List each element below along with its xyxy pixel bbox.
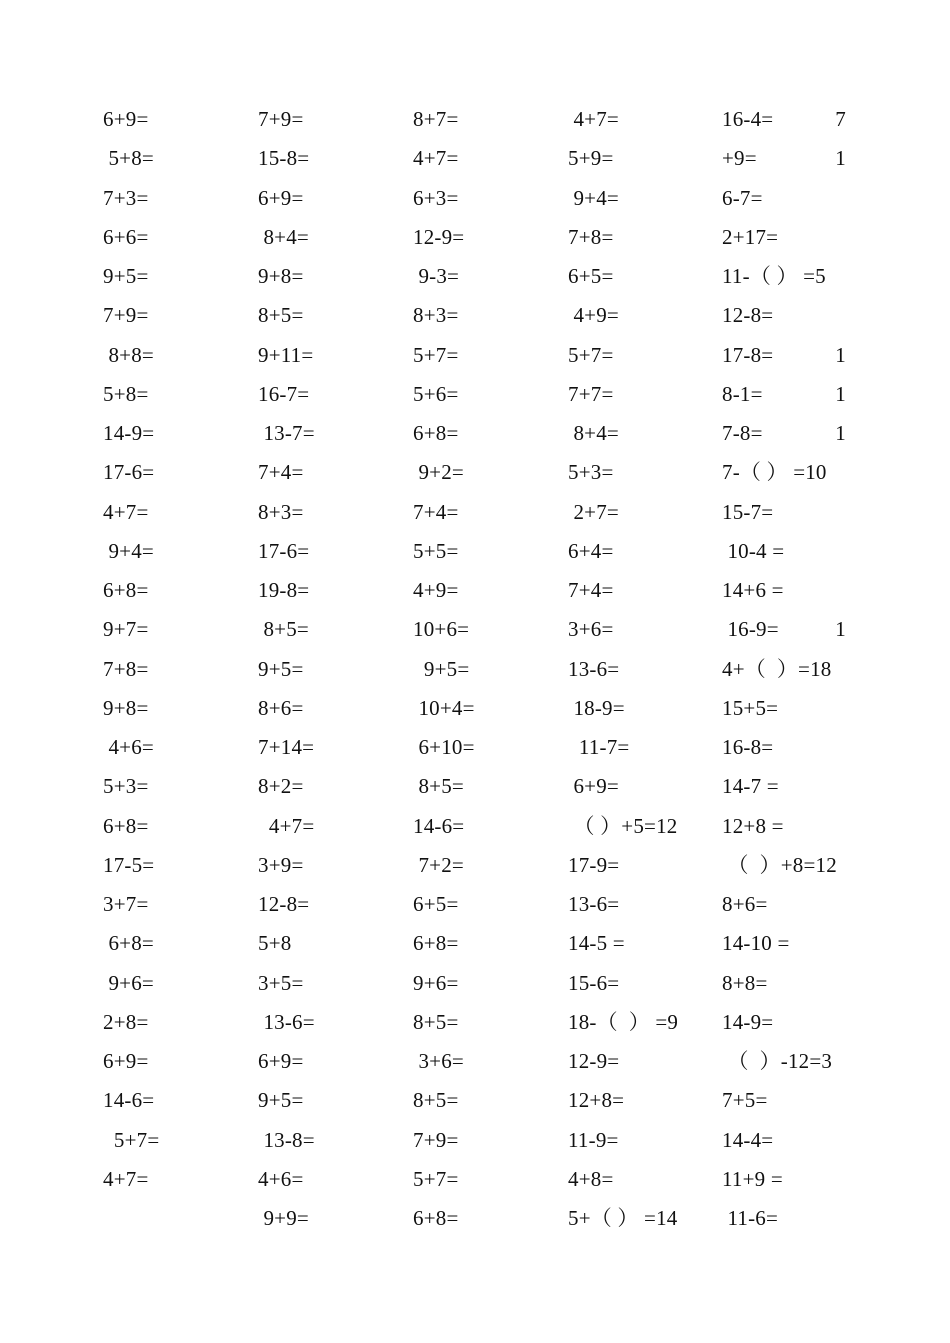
math-problem: 16-9= (722, 617, 779, 641)
math-problem: 7-（ ） =10 (722, 460, 827, 484)
problem-row (0, 222, 950, 252)
math-problem: 8+5= (258, 617, 309, 641)
math-problem: 16-7= (258, 382, 310, 406)
math-problem: 8+5= (413, 774, 464, 798)
math-problem: 14-6= (103, 1088, 155, 1112)
problem-row (0, 379, 950, 409)
math-problem: 14-6= (413, 814, 465, 838)
math-problem: 6+9= (103, 107, 149, 131)
problem-row (0, 1203, 950, 1233)
math-problem: （ ）+8=12 (722, 853, 837, 877)
math-problem: 13-6= (568, 657, 620, 681)
math-problem: 7+5= (722, 1088, 768, 1112)
problem-row (0, 654, 950, 684)
math-problem: 9+9= (258, 1206, 309, 1230)
math-problem: 5+8 (258, 931, 292, 955)
math-problem: （ ）+5=12 (568, 814, 678, 838)
math-problem: 8+2= (258, 774, 304, 798)
math-problem: 4+7= (258, 814, 315, 838)
margin-digit: 1 (835, 146, 846, 170)
math-problem: 8+6= (722, 892, 768, 916)
math-problem: 9+5= (103, 264, 149, 288)
math-problem: 4+9= (413, 578, 459, 602)
math-problem: 4+6= (103, 735, 154, 759)
math-problem: 8+8= (103, 343, 154, 367)
problem-row (0, 811, 950, 841)
math-problem: 6+4= (568, 539, 614, 563)
math-problem: 15-7= (722, 500, 774, 524)
math-problem: 5+9= (568, 146, 614, 170)
math-problem: 8+5= (413, 1010, 459, 1034)
margin-digit: 1 (835, 382, 846, 406)
math-problem: 9+4= (568, 186, 619, 210)
problem-row (0, 536, 950, 566)
math-problem: 3+6= (568, 617, 614, 641)
math-problem: 4+7= (413, 146, 459, 170)
math-problem: 6+8= (103, 578, 149, 602)
math-problem: 9+5= (258, 1088, 304, 1112)
math-problem: 7+9= (413, 1128, 459, 1152)
math-problem: 6+8= (103, 931, 154, 955)
math-problem: 15-8= (258, 146, 310, 170)
math-problem: 14-5 = (568, 931, 625, 955)
math-problem: 6+8= (103, 814, 149, 838)
math-problem: 9+4= (103, 539, 154, 563)
problem-row (0, 850, 950, 880)
problem-row (0, 693, 950, 723)
math-problem: 8+7= (413, 107, 459, 131)
math-problem: 5+6= (413, 382, 459, 406)
margin-digit: 1 (835, 421, 846, 445)
problem-row (0, 261, 950, 291)
math-problem: 6+9= (258, 186, 304, 210)
math-problem: 17-9= (568, 853, 620, 877)
math-problem: 6+5= (413, 892, 459, 916)
math-problem: 4+8= (568, 1167, 614, 1191)
math-problem: 12-8= (258, 892, 310, 916)
math-problem: 2+8= (103, 1010, 149, 1034)
math-problem: 6+8= (413, 1206, 459, 1230)
math-problem: 8+6= (258, 696, 304, 720)
problem-row (0, 1085, 950, 1115)
math-problem: 6+8= (413, 931, 459, 955)
math-problem: 7+4= (258, 460, 304, 484)
math-problem: 5+8= (103, 382, 149, 406)
math-problem: 9-3= (413, 264, 460, 288)
math-problem: 7+9= (258, 107, 304, 131)
math-problem: 13-6= (258, 1010, 315, 1034)
math-problem: 10-4 = (722, 539, 785, 563)
math-problem: 15-6= (568, 971, 620, 995)
math-problem: 3+9= (258, 853, 304, 877)
math-problem: 7+9= (103, 303, 149, 327)
math-problem: 9+5= (258, 657, 304, 681)
math-problem: 9+11= (258, 343, 314, 367)
math-problem: 5+3= (568, 460, 614, 484)
math-problem: 5+（ ） =14 (568, 1206, 678, 1230)
math-problem: 17-8= (722, 343, 774, 367)
math-problem: 15+5= (722, 696, 779, 720)
math-problem: 14-9= (722, 1010, 774, 1034)
math-problem: 17-6= (258, 539, 310, 563)
problem-row (0, 732, 950, 762)
math-problem: 16-4= (722, 107, 774, 131)
problem-row (0, 771, 950, 801)
math-problem: 10+4= (413, 696, 475, 720)
math-problem: 17-5= (103, 853, 155, 877)
math-problem: 11-9= (568, 1128, 619, 1152)
math-problem: 5+3= (103, 774, 149, 798)
math-problem: 6+9= (103, 1049, 149, 1073)
math-problem: 4+6= (258, 1167, 304, 1191)
math-problem: 8+4= (568, 421, 619, 445)
math-problem: 9+8= (258, 264, 304, 288)
math-problem: 6-7= (722, 186, 763, 210)
math-problem: 7+7= (568, 382, 614, 406)
problem-row (0, 1164, 950, 1194)
math-problem: 9+6= (413, 971, 459, 995)
math-problem: 5+8= (103, 146, 154, 170)
math-problem: 4+9= (568, 303, 619, 327)
math-problem: 13-7= (258, 421, 315, 445)
problem-row (0, 418, 950, 448)
math-problem: 3+5= (258, 971, 304, 995)
math-problem: 7+2= (413, 853, 464, 877)
problem-row (0, 457, 950, 487)
math-problem: 17-6= (103, 460, 155, 484)
math-problem: 14-9= (103, 421, 155, 445)
math-problem: 5+7= (413, 343, 459, 367)
math-problem: 6+5= (568, 264, 614, 288)
problem-row (0, 104, 950, 134)
math-problem: 2+17= (722, 225, 779, 249)
math-problem: 8+8= (722, 971, 768, 995)
math-problem: 7+8= (568, 225, 614, 249)
problem-row (0, 143, 950, 173)
math-problem: 12-8= (722, 303, 774, 327)
math-problem: 18-9= (568, 696, 625, 720)
math-problem: 8+3= (413, 303, 459, 327)
math-problem: 11-6= (722, 1206, 779, 1230)
math-problem: 11+9 = (722, 1167, 783, 1191)
math-problem: 3+6= (413, 1049, 464, 1073)
problem-row (0, 575, 950, 605)
math-problem: 9+7= (103, 617, 149, 641)
math-problem: 4+7= (103, 500, 149, 524)
math-problem: 5+7= (413, 1167, 459, 1191)
problem-row (0, 497, 950, 527)
math-problem: 18-（ ） =9 (568, 1010, 679, 1034)
math-problem: 7-8= (722, 421, 763, 445)
math-problem: 7+14= (258, 735, 315, 759)
problem-row (0, 300, 950, 330)
math-problem: 6+3= (413, 186, 459, 210)
math-problem: 2+7= (568, 500, 619, 524)
math-problem: 6+6= (103, 225, 149, 249)
math-problem: 11-7= (568, 735, 630, 759)
math-problem: +9= (722, 146, 757, 170)
math-problem: 16-8= (722, 735, 774, 759)
math-problem: 9+8= (103, 696, 149, 720)
problem-row (0, 889, 950, 919)
math-problem: 9+2= (413, 460, 464, 484)
math-problem: 5+7= (103, 1128, 160, 1152)
math-problem: 5+7= (568, 343, 614, 367)
math-problem: 3+7= (103, 892, 149, 916)
math-problem: 6+9= (568, 774, 619, 798)
math-problem: 8+3= (258, 500, 304, 524)
math-problem: 12+8 = (722, 814, 784, 838)
problem-row (0, 968, 950, 998)
margin-digit: 1 (835, 343, 846, 367)
math-problem: 11-（ ） =5 (722, 264, 826, 288)
math-problem: 7+4= (568, 578, 614, 602)
math-problem: 12-9= (568, 1049, 620, 1073)
math-problem: 9+6= (103, 971, 154, 995)
problem-row (0, 614, 950, 644)
math-problem: 13-6= (568, 892, 620, 916)
math-problem: 5+5= (413, 539, 459, 563)
math-problem: 14-4= (722, 1128, 774, 1152)
math-problem: 12+8= (568, 1088, 625, 1112)
math-problem: 4+（ ）=18 (722, 657, 832, 681)
math-problem: 8+4= (258, 225, 309, 249)
problem-row (0, 1125, 950, 1155)
math-problem: 7+8= (103, 657, 149, 681)
problem-row (0, 183, 950, 213)
math-problem: 8+5= (413, 1088, 459, 1112)
math-problem: 14-10 = (722, 931, 790, 955)
math-problem: 13-8= (258, 1128, 315, 1152)
math-problem: （ ）-12=3 (722, 1049, 833, 1073)
math-problem: 19-8= (258, 578, 310, 602)
math-problem: 9+5= (413, 657, 470, 681)
math-problem: 4+7= (103, 1167, 149, 1191)
math-problem: 6+10= (413, 735, 475, 759)
margin-digit: 7 (835, 107, 846, 131)
math-problem: 4+7= (568, 107, 619, 131)
math-problem: 7+3= (103, 186, 149, 210)
math-problem: 7+4= (413, 500, 459, 524)
math-problem: 6+8= (413, 421, 459, 445)
math-problem: 12-9= (413, 225, 465, 249)
problem-row (0, 928, 950, 958)
math-problem: 6+9= (258, 1049, 304, 1073)
math-problem: 14+6 = (722, 578, 784, 602)
problem-row (0, 1007, 950, 1037)
margin-digit: 1 (835, 617, 846, 641)
problem-row (0, 340, 950, 370)
math-problem: 8-1= (722, 382, 763, 406)
math-problem: 14-7 = (722, 774, 779, 798)
math-problem: 8+5= (258, 303, 304, 327)
math-problem: 10+6= (413, 617, 470, 641)
problem-row (0, 1046, 950, 1076)
